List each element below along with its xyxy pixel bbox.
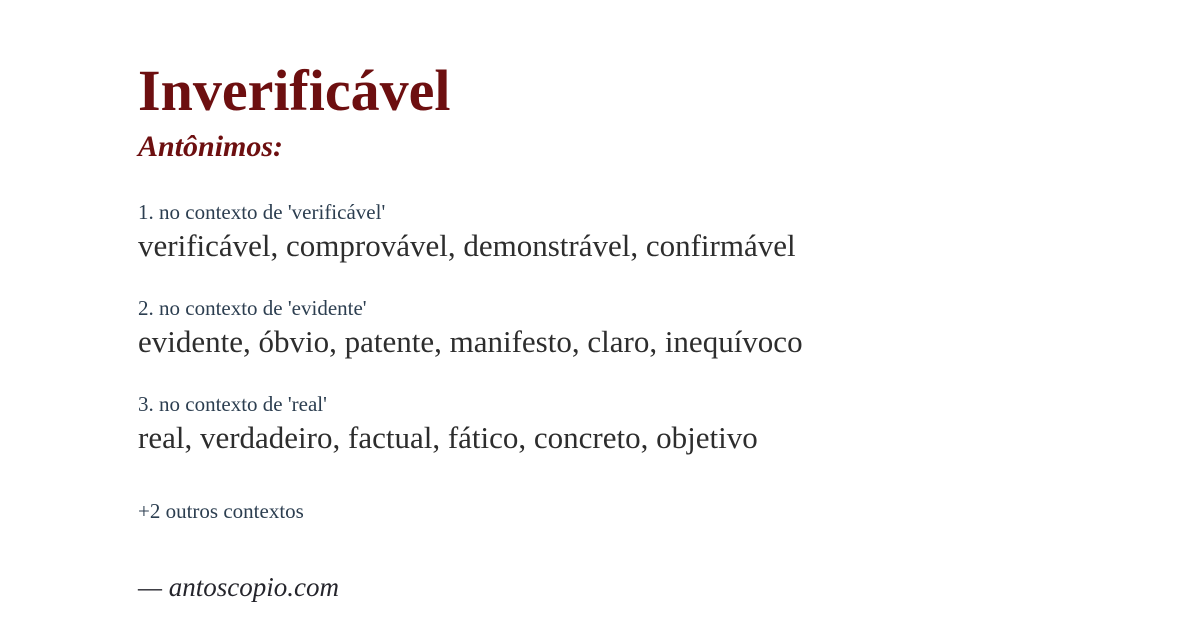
antonym-sections	[138, 200, 1098, 459]
more-contexts-note: +2 outros contextos	[138, 499, 304, 524]
antonym-section-1	[138, 200, 1098, 267]
context-label-3: 3. no contexto de 'real'	[138, 392, 327, 417]
antonym-list-1: verificável, comprovável, demonstrável, confirmável	[138, 228, 796, 264]
context-label-1: 1. no contexto de 'verificável'	[138, 200, 386, 224]
word-card	[138, 0, 1098, 603]
antonyms-heading: Antônimos:	[138, 130, 284, 163]
antonym-section-2	[138, 296, 1098, 363]
site-attribution: — antoscopio.com	[138, 572, 339, 603]
antonym-section-3	[138, 392, 1098, 459]
antonym-list-2: evidente, óbvio, patente, manifesto, claro, inequívoco	[138, 324, 803, 360]
context-label-2: 2. no contexto de 'evidente'	[138, 296, 367, 321]
antonym-list-3: real, verdadeiro, factual, fático, concreto, objetivo	[138, 420, 758, 456]
page-title: Inverificável	[138, 58, 451, 123]
